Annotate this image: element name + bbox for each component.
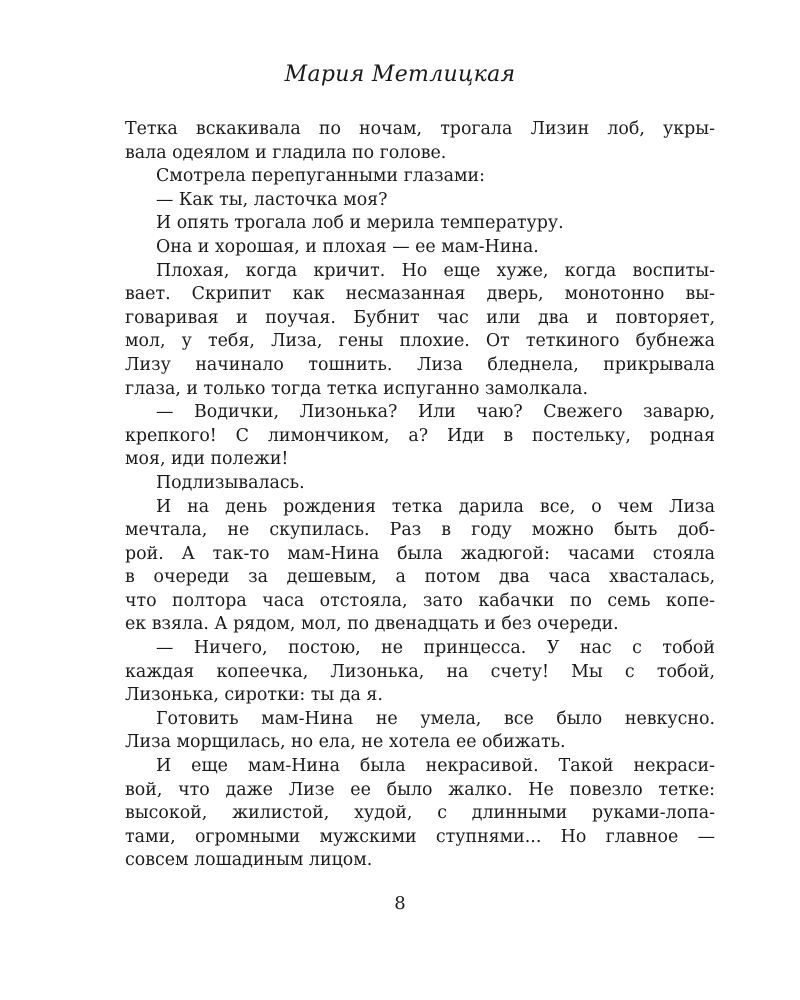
- text-line: Плохая, когда кричит. Но еще хуже, когда воспиты-: [156, 260, 715, 281]
- text-line: Готовить мам-Нина не умела, все было невкусно.: [156, 708, 715, 729]
- text-line: ек взяла. А рядом, мол, по двенадцать и без очереди.: [125, 614, 619, 635]
- body-text: [125, 118, 715, 873]
- text-line: моя, иди полежи!: [125, 449, 289, 470]
- text-line: Лиза морщилась, но ела, не хотела ее обижать.: [125, 732, 566, 753]
- text-line: высокой, жилистой, худой, с длинными руками-лопа-: [125, 803, 715, 824]
- text-line: И на день рождения тетка дарила все, о чем Лиза: [156, 496, 715, 517]
- text-line: Тетка вскакивала по ночам, трогала Лизин лоб, укры-: [125, 119, 715, 139]
- text-line: что полтора часа отстояла, зато кабачки по семь копе-: [125, 590, 715, 611]
- text-line: крепкого! С лимончиком, а? Иди в постельку, родная: [125, 425, 715, 446]
- text-line: — Ничего, постою, не принцесса. У нас с тобой: [156, 638, 715, 659]
- text-line: Лизонька, сиротки: ты да я.: [125, 685, 383, 706]
- text-line: — Как ты, ласточка моя?: [156, 189, 388, 210]
- text-line: вой, что даже Лизе ее было жалко. Не повезло тетке:: [125, 779, 715, 800]
- text-line: каждая копеечка, Лизонька, на счету! Мы с тобой,: [125, 661, 715, 682]
- running-head-title: Мария Метлицкая: [284, 62, 516, 87]
- text-line: рой. А так-то мам-Нина была жадюгой: часами стояла: [125, 543, 715, 564]
- text-line: Она и хорошая, и плохая — ее мам-Нина.: [156, 236, 539, 257]
- text-line: — Водички, Лизонька? Или чаю? Свежего заварю,: [156, 402, 715, 423]
- text-line: И опять трогала лоб и мерила температуру.: [156, 213, 564, 234]
- text-line: в очереди за дешевым, а потом два часа хвасталась,: [125, 567, 715, 588]
- page-number: 8: [394, 893, 406, 914]
- text-line: И еще мам-Нина была некрасивой. Такой некраси-: [156, 756, 715, 777]
- text-line: глаза, и только тогда тетка испуганно замолкала.: [125, 378, 589, 399]
- text-line: вала одеялом и гладила по голове.: [125, 142, 447, 163]
- text-line: мечтала, не скупилась. Раз в году можно быть доб-: [125, 520, 715, 541]
- text-line: вает. Скрипит как несмазанная дверь, монотонно вы-: [125, 284, 715, 305]
- text-line: совсем лошадиным лицом.: [125, 850, 373, 871]
- text-line: мол, у тебя, Лиза, гены плохие. От теткиного бубнежа: [125, 331, 715, 352]
- text-line: Подлизывалась.: [156, 472, 305, 493]
- text-line: Лизу начинало тошнить. Лиза бледнела, прикрывала: [125, 354, 715, 375]
- text-line: говаривая и поучая. Бубнит час или два и повторяет,: [125, 307, 715, 328]
- text-line: Смотрела перепуганными глазами:: [156, 166, 485, 187]
- text-line: тами, огромными мужскими ступнями... Но главное —: [125, 826, 715, 847]
